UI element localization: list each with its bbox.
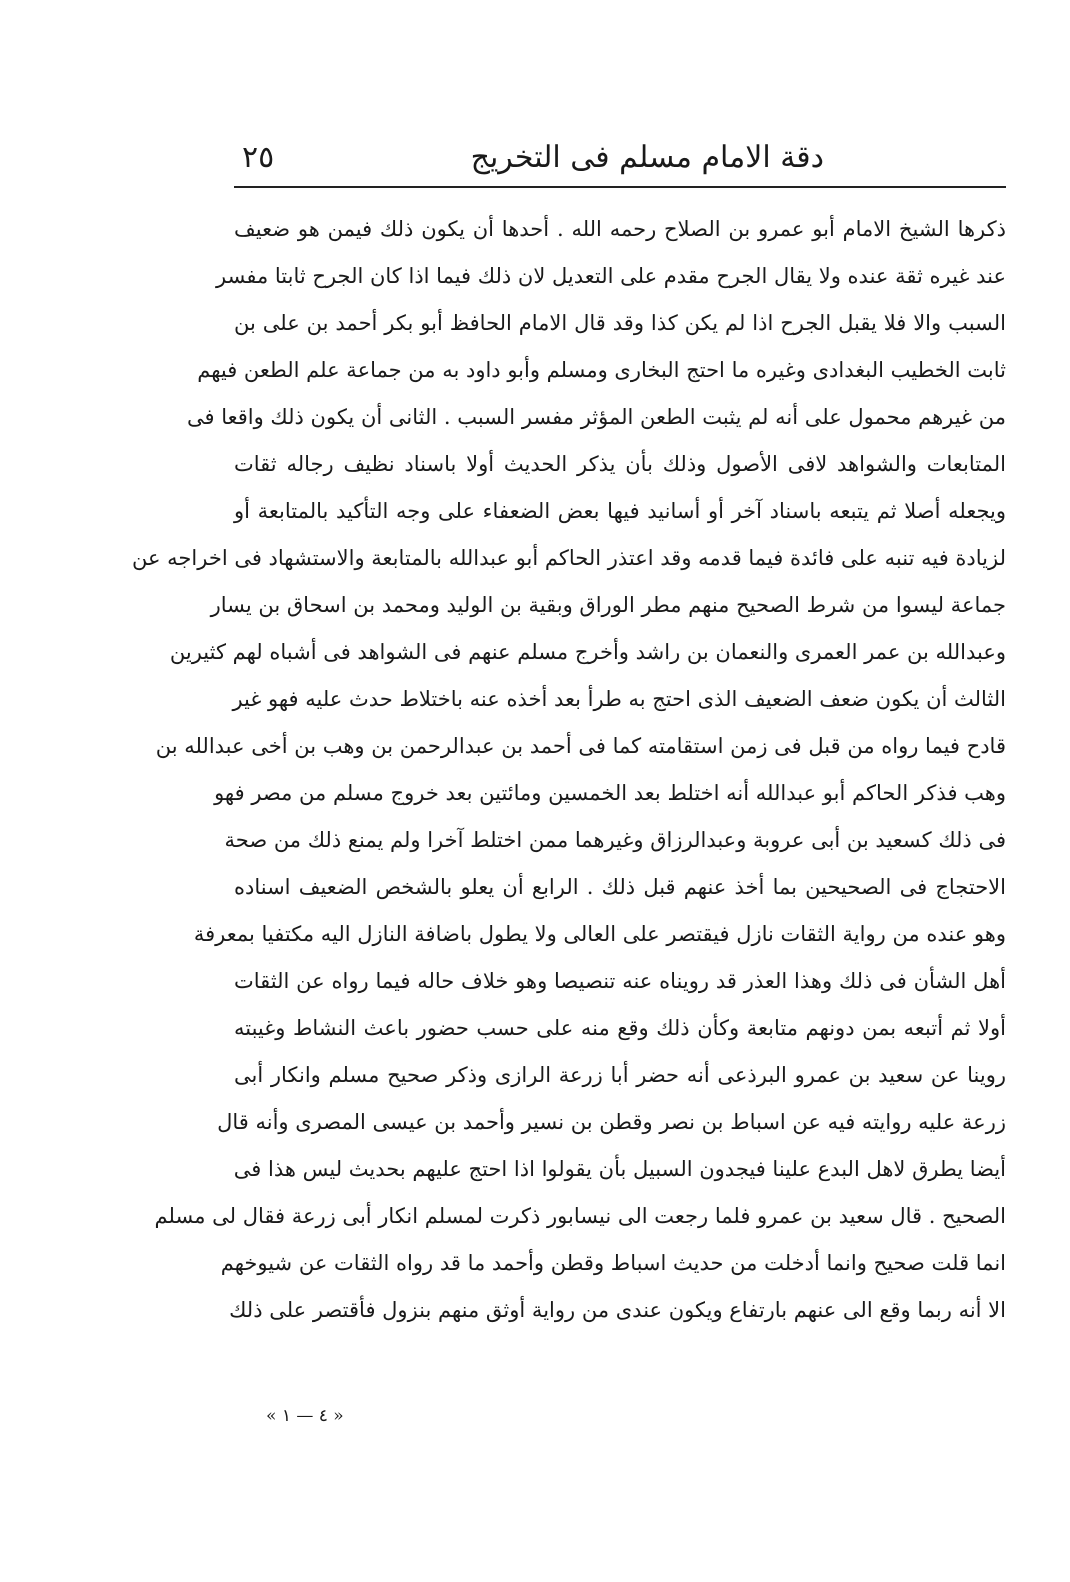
text-line: زرعة عليه روايته فيه عن اسباط بن نصر وقطن بن نسير وأحمد بن عيسى المصرى وأنه قال — [217, 1110, 1006, 1134]
text-line: قادح فيما رواه من قبل فى زمن استقامته كما فى أحمد بن عبدالرحمن بن وهب بن أخى عبدالله بن — [155, 734, 1006, 758]
text-line: فى ذلك كسعيد بن أبى عروبة وعبدالرزاق وغيرهما ممن اختلط آخرا ولم يمنع ذلك من صحة — [224, 828, 1006, 852]
text-line: الصحيح . قال سعيد بن عمرو فلما رجعت الى نيسابور ذكرت لمسلم انكار أبى زرعة فقال لى مسلم — [154, 1204, 1006, 1228]
text-line: الثالث أن يكون ضعف الضعيف الذى احتج به طرأ بعد أخذه عنه باختلاط حدث عليه فهو غير — [232, 687, 1006, 711]
text-line: من غيرهم محمول على أنه لم يثبت الطعن المؤثر مفسر السبب . الثانى أن يكون ذلك واقعا فى — [187, 405, 1006, 429]
page-number: ٢٥ — [242, 140, 275, 175]
header-rule — [234, 186, 1006, 188]
running-title: دقة الامام مسلم فى التخريج — [470, 140, 824, 175]
text-line: وعبدالله بن عمر العمرى والنعمان بن راشد وأخرج مسلم عنهم فى الشواهد فى أشباه لهم كثيرين — [169, 640, 1006, 664]
text-line: ويجعله أصلا ثم يتبعه باسناد آخر أو أسانيد فيها بعض الضعفاء على وجه التأكيد بالمتابعة أو — [234, 499, 1006, 523]
text-line: السبب والا فلا يقبل الجرح اذا لم يكن كذا وقد قال الامام الحافظ أبو بكر أحمد بن على بن — [234, 311, 1006, 335]
text-line: عند غيره ثقة عنده ولا يقال الجرح مقدم على التعديل لان ذلك فيما اذا كان الجرح ثابتا مفسر — [216, 264, 1006, 288]
text-line: أيضا يطرق لاهل البدع علينا فيجدون السبيل بأن يقولوا اذا احتج عليهم بحديث ليس هذا فى — [233, 1157, 1006, 1181]
text-line: المتابعات والشواهد لافى الأصول وذلك بأن يذكر الحديث أولا باسناد نظيف رجاله ثقات — [234, 452, 1006, 476]
text-line: أهل الشأن فى ذلك وهذا العذر قد رويناه عنه تنصيصا وهو خلاف حاله فيما رواه عن الثقات — [234, 969, 1006, 993]
text-line: أولا ثم أتبعه بمن دونهم متابعة وكأن ذلك وقع منه على حسب حضور باعث النشاط وغيبته — [234, 1016, 1006, 1040]
text-line: الا أنه ربما وقع الى عنهم بارتفاع ويكون عندى من رواية أوثق منهم بنزول فأقتصر على ذلك — [229, 1298, 1006, 1322]
text-line: الاحتجاج فى الصحيحين بما أخذ عنهم قبل ذلك . الرابع أن يعلو بالشخص الضعيف اسناده — [234, 875, 1006, 899]
printer-signature: « ٤ — ١ » — [266, 1406, 344, 1426]
text-line: لزيادة فيه تنبه على فائدة فيما قدمه وقد اعتذر الحاكم أبو عبدالله بالمتابعة والاستشهاد فى اخراجه عن — [131, 546, 1006, 570]
text-line: ثابت الخطيب البغدادى وغيره ما احتج البخارى ومسلم وأبو داود به من جماعة علم الطعن فيهم — [197, 358, 1006, 382]
text-line: جماعة ليسوا من شرط الصحيح منهم مطر الوراق وبقية بن الوليد ومحمد بن اسحاق بن يسار — [210, 593, 1006, 617]
text-line: انما قلت صحيح وانما أدخلت من حديث اسباط وقطن وأحمد ما قد رواه الثقات عن شيوخهم — [220, 1251, 1006, 1275]
body-text — [131, 206, 1006, 1334]
page-header — [234, 128, 1004, 184]
text-line: وهو عنده من رواية الثقات نازل فيقتصر على العالى ولا يطول باضافة النازل اليه مكتفيا بمعرفة — [193, 922, 1006, 946]
text-line: ذكرها الشيخ الامام أبو عمرو بن الصلاح رحمه الله . أحدها أن يكون ذلك فيمن هو ضعيف — [234, 217, 1006, 241]
text-line: وهب فذكر الحاكم أبو عبدالله أنه اختلط بعد الخمسين ومائتين بعد خروج مسلم من مصر فهو — [214, 781, 1006, 805]
text-line: روينا عن سعيد بن عمرو البرذعى أنه حضر أبا زرعة الرازى وذكر صحيح مسلم وانكار أبى — [234, 1063, 1006, 1087]
